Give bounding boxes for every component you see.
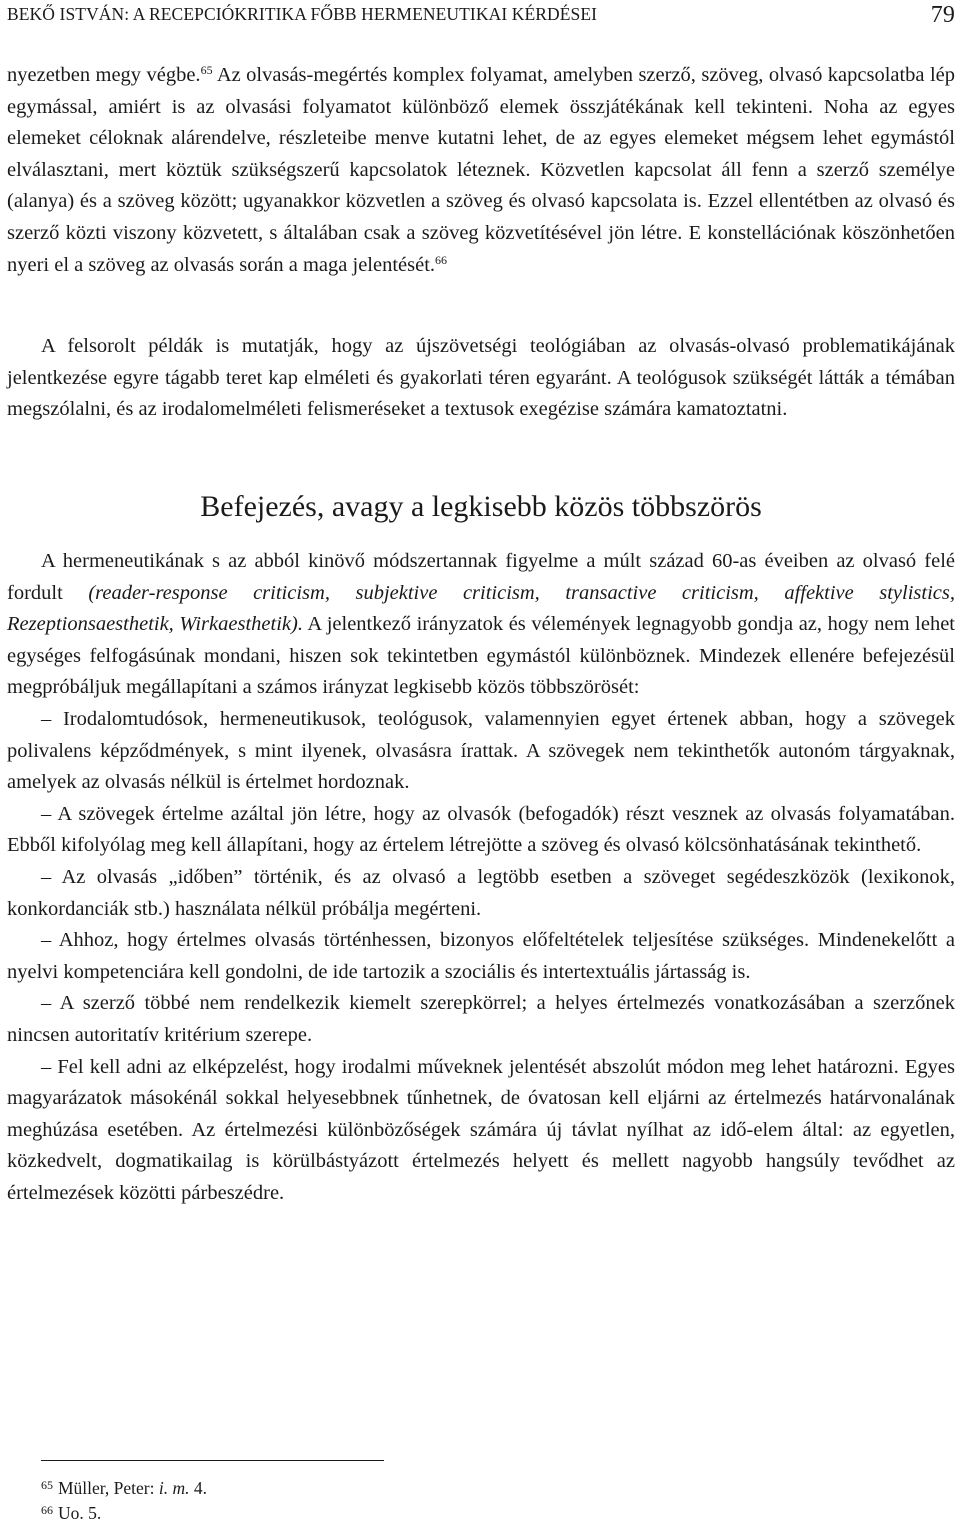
footnote-text-end: 4. bbox=[189, 1478, 207, 1498]
footnote-text: Müller, Peter: bbox=[58, 1478, 159, 1498]
footnote-ref-66[interactable]: 66 bbox=[435, 252, 448, 267]
running-title: BEKŐ ISTVÁN: A RECEPCIÓKRITIKA FŐBB HERMENEUTIKAI KÉRDÉSEI bbox=[7, 4, 598, 24]
paragraph-3 bbox=[7, 546, 955, 704]
point-3: – Az olvasás „időben” történik, és az olvasó a legtöbb esetben a szöveget segédeszközök (lexikonok, konkordanciák stb.) használata nélkül próbálja megérteni. bbox=[7, 865, 955, 920]
paragraph-1-part-2: Az olvasás-megértés komplex folyamat, amelyben szerző, szöveg, olvasó kapcsolatba lép egymással, amiért is az olvasási folyamatot különböző elemek összjátékának kell tekinteni. Noha az egyes elemeket céloknak alárendelve, részleteibe menve kutatni lehet, de az egyes elemeket mégsem lehet egymástól elválasztani, mert köztük szükségszerű kapcsolatok léteznek. Közvetlen kapcsolat áll fenn a szerző személye (alanya) és a szöveg között; ugyanakkor közvetlen a szöveg és olvasó kapcsolata is. Ezzel ellentétben az olvasó és szerző közti viszony közvetett, s általában csak a szöveg közvetítésével jön létre. E konstellációnak köszönhetően nyeri el a szöveg az olvasás során a maga jelentését. bbox=[7, 64, 955, 276]
paragraph-2-text: A felsorolt példák is mutatják, hogy az újszövetségi teológiában az olvasás-olvasó problematikájának jelentkezése egyre tágabb teret kap elméleti és gyakorlati téren egyaránt. A teológusok szükségét látták a témában megszólalni, és az irodalomelméleti felismeréseket a textusok exegézise számára kamatoztatni. bbox=[7, 335, 955, 421]
page-number: 79 bbox=[930, 2, 955, 28]
footnote-66 bbox=[41, 1501, 207, 1526]
point-2: – A szövegek értelme azáltal jön létre, hogy az olvasók (befogadók) részt vesznek az olvasás folyamatában. Ebből kifolyólag meg kell állapítani, hogy az értelem létrejötte a szöveg és olvasó kölcsönhatásának tekinthető. bbox=[7, 802, 955, 857]
footnote-text: Uo. 5. bbox=[58, 1503, 102, 1523]
point-6: – Fel kell adni az elképzelést, hogy irodalmi műveknek jelentését abszolút módon meg lehet határozni. Egyes magyarázatok másokénál sokkal helyesebbnek tűnhetnek, de óvatosan kell eljárni az értelmezés határvonalának meghúzása esetében. Az értelmezési különbözőségek számára új távlat nyílhat az idő-elem által: az egyetlen, közkedvelt, dogmatikailag is körülbástyázott értelmezés helyett és mellett nagyobb hangsúly tevődhet az értelmezések közötti párbeszédre. bbox=[7, 1055, 955, 1204]
point-4: – Ahhoz, hogy értelmes olvasás történhessen, bizonyos előfeltételek teljesítése szükséges. Mindenekelőtt a nyelvi kompetenciára kell gondolni, de ide tartozik a szociális és intertextuális jártasság is. bbox=[7, 929, 955, 983]
paragraph-3-italic-terms: (reader-response criticism, subjektive criticism, transactive criticism, affektive stylistics, Rezeptionsaesthetik, Wirkaesthetik). bbox=[7, 581, 955, 636]
footnote-65 bbox=[41, 1476, 207, 1501]
paragraph-3-part-1: A hermeneutikának s az abból kinövő módszertannak figyelme a múlt század 60-as éveiben az olvasó felé fordult bbox=[7, 550, 955, 604]
footnotes bbox=[41, 1476, 207, 1526]
footnote-number: 65 bbox=[41, 1478, 53, 1492]
running-header bbox=[7, 2, 955, 28]
paragraph-3-part-2: A jelentkező irányzatok és vélemények legnagyobb gondja az, hogy nem lehet egységes felfogásúnak mondani, hiszen sok tekintetben egymástól különböznek. Mindezek ellenére befejezésül megpróbáljuk megállapítani a számos irányzat legkisebb közös többszörösét: bbox=[7, 613, 955, 699]
point-1: – Irodalomtudósok, hermeneutikusok, teológusok, valamennyien egyet értenek abban, hogy a szövegek polivalens képződmények, s mint ilyenek, olvasásra írattak. A szövegek nem tekinthetők autonóm tárgyaknak, amelyek az olvasás nélkül is értelmet hordoznak. bbox=[7, 707, 955, 794]
footnote-number: 66 bbox=[41, 1503, 53, 1517]
conclusion-section bbox=[7, 546, 955, 1209]
paragraph-2 bbox=[7, 331, 955, 426]
footnote-separator bbox=[41, 1460, 384, 1461]
section-heading: Befejezés, avagy a legkisebb közös többszörös bbox=[200, 490, 762, 523]
paragraph-1 bbox=[7, 60, 955, 281]
paragraph-1-part-1: nyezetben megy végbe. bbox=[7, 64, 201, 86]
footnote-italic: i. m. bbox=[158, 1478, 190, 1498]
footnote-ref-65[interactable]: 65 bbox=[200, 63, 213, 77]
point-5: – A szerző többé nem rendelkezik kiemelt szerepkörrel; a helyes értelmezés vonatkozásában a szerzőnek nincsen autoritatív kritérium szerepe. bbox=[7, 992, 955, 1046]
